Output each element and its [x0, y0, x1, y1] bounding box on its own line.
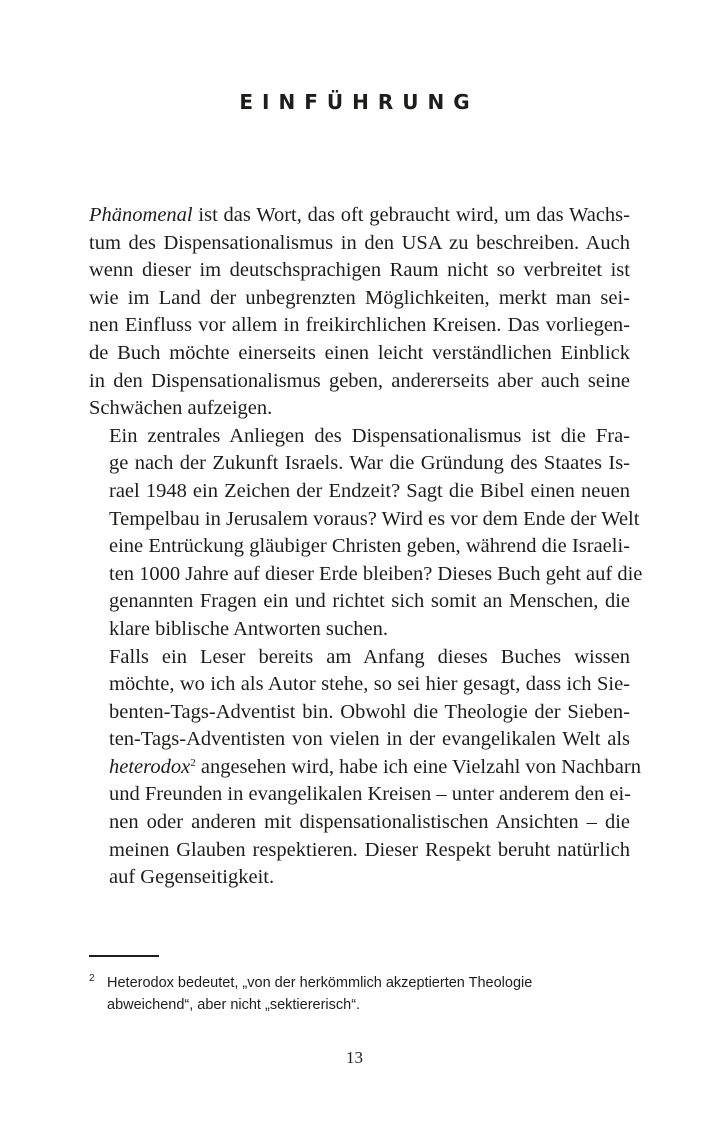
text-line: de Buch möchte einerseits einen leicht verständlichen Einblick — [89, 341, 630, 364]
body-text — [89, 202, 643, 892]
text-line: klare biblische Antworten suchen. — [109, 617, 388, 640]
footnote-line: abweichend“, aber nicht „sektiererisch“. — [107, 997, 361, 1013]
italic-lead-word: Phänomenal — [89, 204, 193, 226]
text-line: ge nach der Zukunft Israels. War die Gründung des Staates Is- — [109, 452, 630, 475]
text-line: in den Dispensationalismus geben, andererseits aber auch seine — [89, 369, 630, 392]
text-line: wenn dieser im deutschsprachigen Raum nicht so verbreitet ist — [89, 259, 630, 282]
chapter-heading: EINFÜHRUNG — [239, 90, 479, 114]
text-line: tum des Dispensationalismus in den USA zu beschreiben. Auch — [89, 231, 630, 254]
text-line: eine Entrückung gläubiger Christen geben, während die Israeli- — [109, 535, 630, 558]
text-line: genannten Fragen ein und richtet sich somit an Menschen, die — [109, 590, 630, 613]
paragraph-2 — [89, 423, 643, 644]
text-line: ten 1000 Jahre auf dieser Erde bleiben? Dieses Buch geht auf die — [109, 562, 643, 585]
footnote — [89, 972, 630, 1016]
text-line: meinen Glauben respektieren. Dieser Respekt beruht natürlich — [109, 838, 630, 861]
page-number: 13 — [346, 1048, 363, 1067]
text-line: Ein zentrales Anliegen des Dispensationalismus ist die Fra- — [109, 424, 630, 447]
text-line: benten-Tags-Adventist bin. Obwohl die Theologie der Sieben- — [109, 700, 630, 723]
text-line: nen oder anderen mit dispensationalistischen Ansichten – die — [109, 811, 630, 834]
text-line: wie im Land der unbegrenzten Möglichkeiten, merkt man sei- — [89, 286, 630, 309]
footnote-reference[interactable]: 2 — [190, 756, 196, 769]
text-line: Schwächen aufzeigen. — [89, 397, 273, 420]
footnote-divider — [89, 955, 159, 957]
text-line: rael 1948 ein Zeichen der Endzeit? Sagt die Bibel einen neuen — [109, 479, 630, 502]
footnote-line: Heterodox bedeutet, „von der herkömmlich akzeptierten Theologie — [107, 975, 533, 991]
italic-term: heterodox — [109, 755, 191, 778]
text-line: ten-Tags-Adventisten von vielen in der evangelikalen Welt als — [109, 728, 630, 751]
text-line: Falls ein Leser bereits am Anfang dieses Buches wissen — [109, 645, 630, 668]
paragraph-1 — [89, 202, 630, 423]
text-line: nen Einfluss vor allem in freikirchlichen Kreisen. Das vorliegen- — [89, 314, 630, 337]
text-line: Tempelbau in Jerusalem voraus? Wird es vor dem Ende der Welt — [109, 507, 640, 530]
paragraph-3 — [89, 644, 641, 892]
text-line: und Freunden in evangelikalen Kreisen – unter anderem den ei- — [109, 783, 631, 806]
text-line: möchte, wo ich als Autor stehe, so sei hier gesagt, dass ich Sie- — [109, 673, 630, 696]
footnote-number: 2 — [89, 973, 95, 984]
text-line: heterodox$^2$ angesehen wird, habe ich eine Vielzahl von Nachbarn — [109, 755, 641, 778]
text-line: Phänomenal ist das Wort, das oft gebraucht wird, um das Wachs- — [89, 204, 630, 226]
text-line: auf Gegenseitigkeit. — [109, 866, 275, 889]
